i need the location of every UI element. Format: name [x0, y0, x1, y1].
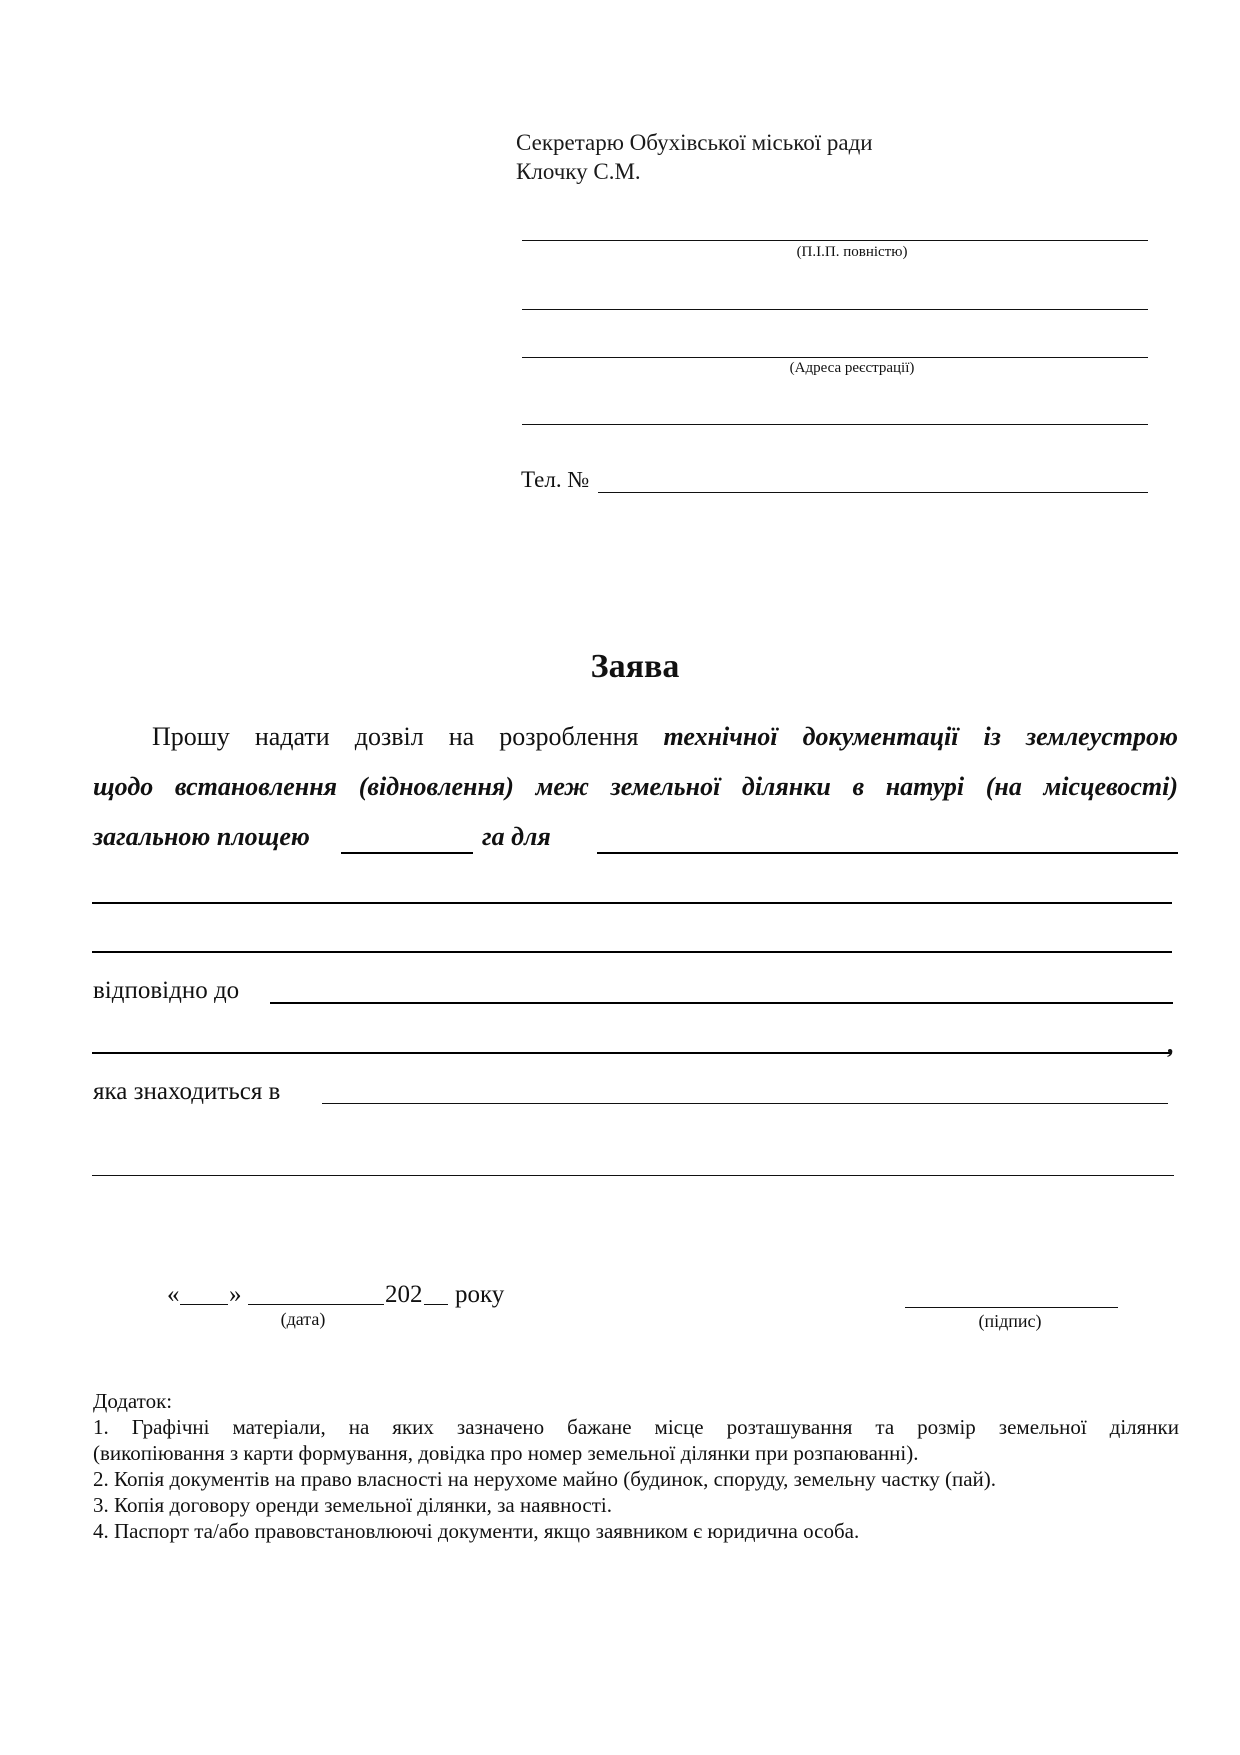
- purpose-field-line-1[interactable]: [597, 852, 1178, 854]
- attachment-item: (викопіювання з карти формування, довідка про номер земельної ділянки при розпаюванні).: [93, 1441, 919, 1465]
- year-suffix: року: [455, 1281, 505, 1308]
- intro-bold-text: технічної документації із землеустрою: [663, 722, 1178, 751]
- body-line-1: [152, 722, 1178, 752]
- area-unit-label: га для: [482, 822, 551, 851]
- address-field-line-3[interactable]: [522, 424, 1148, 425]
- located-in-label: яка знаходиться в: [93, 1078, 281, 1105]
- according-to-label: відповідно до: [93, 977, 240, 1004]
- attachments-section: [93, 1388, 1179, 1544]
- attachment-item: 4. Паспорт та/або правовстановлюючі документи, якщо заявником є юридична особа.: [93, 1519, 860, 1543]
- attachment-item: 1. Графічні матеріали, на яких зазначено бажане місце розташування та розмір земельної ділянки: [93, 1415, 1179, 1439]
- year-field[interactable]: [424, 1304, 448, 1305]
- comma: ,: [1168, 1030, 1175, 1059]
- according-to-field-line-2[interactable]: [92, 1052, 1170, 1054]
- attachment-item: 3. Копія договору оренди земельної ділянки, за наявності.: [93, 1493, 612, 1517]
- date-open-quote: «: [167, 1281, 180, 1308]
- area-field[interactable]: [341, 852, 473, 854]
- attachment-item: 2. Копія документів на право власності на нерухоме майно (будинок, споруду, земельну частку (пай).: [93, 1467, 997, 1491]
- addressee-block: [516, 128, 873, 186]
- full-name-field[interactable]: [522, 240, 1148, 241]
- signature-field[interactable]: [905, 1307, 1118, 1308]
- date-close-quote: »: [229, 1281, 242, 1308]
- attachments-heading: Додаток:: [93, 1389, 173, 1413]
- body-line-2: щодо встановлення (відновлення) меж земельної ділянки в натурі (на місцевості): [93, 772, 1178, 801]
- location-field-line-2[interactable]: [92, 1175, 1174, 1176]
- addressee-line-2: Клочку С.М.: [516, 159, 641, 184]
- signature-caption: (підпис): [978, 1311, 1042, 1331]
- according-to-field-line-1[interactable]: [270, 1002, 1173, 1004]
- location-field-line-1[interactable]: [322, 1103, 1168, 1104]
- addressee-line-1: Секретарю Обухівської міської ради: [516, 130, 873, 155]
- date-caption: (дата): [280, 1309, 326, 1329]
- intro-text: Прошу надати дозвіл на розроблення: [152, 722, 639, 751]
- full-name-caption: (П.І.П. повністю): [796, 244, 908, 260]
- year-prefix: 202: [385, 1281, 423, 1308]
- address-caption: (Адреса реєстрації): [789, 360, 915, 376]
- phone-label: Тел. №: [521, 467, 590, 492]
- purpose-field-line-3[interactable]: [92, 951, 1172, 953]
- month-field[interactable]: [248, 1304, 384, 1305]
- area-label: загальною площею: [93, 822, 310, 851]
- address-field-line-1[interactable]: [522, 309, 1148, 310]
- purpose-field-line-2[interactable]: [92, 902, 1172, 904]
- day-field[interactable]: [180, 1304, 228, 1305]
- document-title: Заява: [590, 648, 680, 685]
- address-field-line-2[interactable]: [522, 357, 1148, 358]
- phone-field[interactable]: [598, 492, 1148, 493]
